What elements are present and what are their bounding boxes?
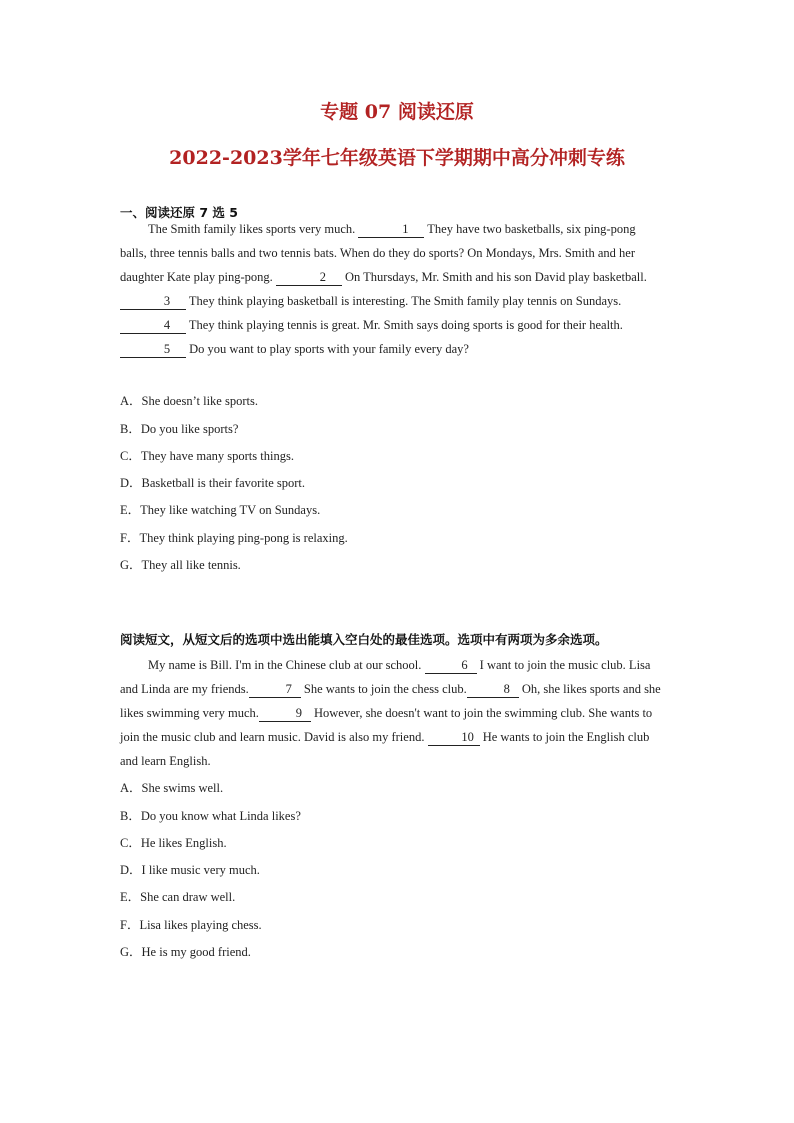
passage-2-text: She wants to join the chess club. [300,682,467,696]
passage-1-text: They think playing basketball is interesting. The Smith family play tennis on Sundays. [186,294,622,308]
option-a: A．She doesn’t like sports. [120,394,258,408]
passage-2 [120,653,665,773]
passage-2-text: I want to join the music club. Lisa and Linda are my friends. [120,658,651,696]
passage-1-text: Do you want to play sports with your family every day? [186,342,469,356]
blank-2[interactable]: 2 [276,270,342,286]
passage-1-text: They have two basketballs, six ping-pong balls, three tennis balls and two tennis bats. When do they do sports? On Mondays, Mrs. Smith and her daughter Kate play ping-pong. [120,222,636,284]
option-a: A．She swims well. [120,781,224,795]
page-subtitle: 2022-2023学年七年级英语下学期期中高分冲刺专练 [169,147,625,169]
option-b: B．Do you know what Linda likes? [120,809,301,823]
option-d: D．Basketball is their favorite sport. [120,476,306,490]
option-e: E．They like watching TV on Sundays. [120,503,321,517]
passage-1-text: The Smith family likes sports very much. [148,222,359,236]
blank-4[interactable]: 4 [120,318,186,334]
passage-1-text: They think playing tennis is great. Mr. Smith says doing sports is good for their health. [186,318,623,332]
option-g: G．He is my good friend. [120,945,251,959]
passage-2-text: He wants to join the English club and learn English. [120,730,650,768]
blank-1[interactable]: 1 [358,222,424,238]
blank-9[interactable]: 9 [259,706,311,722]
page-title: 专题 07 阅读还原 [320,101,474,123]
passage-1 [120,217,665,361]
section-2-heading: 阅读短文，从短文后的选项中选出能填入空白处的最佳选项。选项中有两项为多余选项。 [120,632,608,647]
section-1-heading: 一、阅读还原 7 选 5 [120,205,238,220]
passage-2-text: My name is Bill. I'm in the Chinese club at our school. [148,658,425,672]
option-d: D．I like music very much. [120,863,260,877]
option-e: E．She can draw well. [120,890,236,904]
option-b: B．Do you like sports? [120,422,239,436]
blank-7[interactable]: 7 [249,682,301,698]
blank-6[interactable]: 6 [425,658,477,674]
passage-2-text: However, she doesn't want to join the swimming club. She wants to join the music club and learn music. David is also my friend. [120,706,653,744]
blank-8[interactable]: 8 [467,682,519,698]
option-g: G．They all like tennis. [120,558,241,572]
option-c: C．He likes English. [120,836,227,850]
option-c: C．They have many sports things. [120,449,294,463]
option-f: F．Lisa likes playing chess. [120,918,262,932]
passage-1-text: On Thursdays, Mr. Smith and his son David play basketball. [341,270,647,284]
blank-3[interactable]: 3 [120,294,186,310]
blank-10[interactable]: 10 [428,730,480,746]
passage-2-text: Oh, she likes sports and she likes swimming very much. [120,682,661,720]
option-f: F．They think playing ping-pong is relaxing. [120,531,348,545]
blank-5[interactable]: 5 [120,342,186,358]
